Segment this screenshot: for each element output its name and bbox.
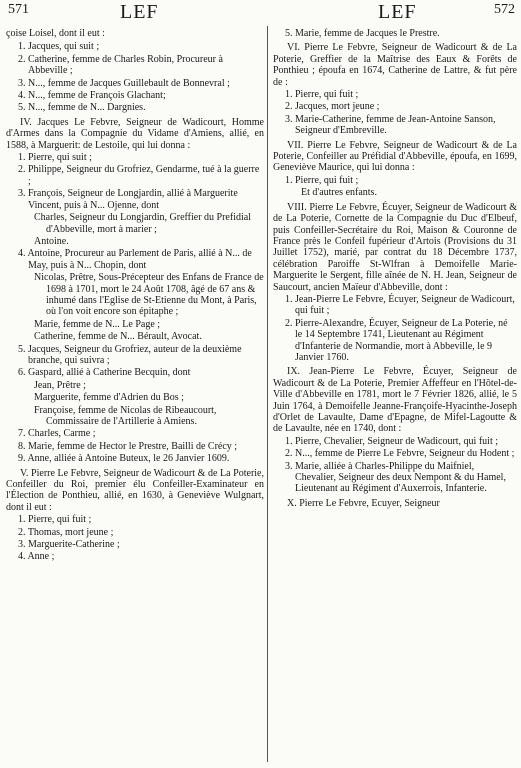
- child-entry: 6. Gaspard, allié à Catherine Becquin, dont: [18, 367, 191, 379]
- text-paragraph: çoise Loisel, dont il eut :: [6, 28, 105, 39]
- child-entry: 2. N..., femme de Pierre Le Febvre, Seigneur du Hodent ;: [285, 448, 515, 460]
- child-entry: 4. Antoine, Procureur au Parlement de Paris, allié à N... de May, puis à N... Chopin, dont: [18, 248, 252, 271]
- child-entry: 2. Philippe, Seigneur du Grofriez, Gendarme, tué à la guerre ;: [18, 164, 260, 187]
- child-entry: Nicolas, Prêtre, Sous-Précepteur des Enfans de France de 1698 à 1701, mort le 24 Août 1708, âgé de 67 ans & inhumé dans l'Eglise de St-Etienne du Mont, à Paris, où l'on voit encore son épitaphe ;: [34, 272, 264, 318]
- child-entry: 3. N..., femme de Jacques Guillebault de Bonnevral ;: [18, 77, 230, 89]
- child-entry: 2. Thomas, mort jeune ;: [18, 526, 114, 538]
- child-entry: Antoine.: [34, 235, 69, 247]
- child-entry: 1. Pierre, qui fuit ;: [18, 514, 92, 526]
- page-number-left: 571: [8, 2, 29, 17]
- child-entry: Françoise, femme de Nicolas de Ribeaucourt, Commissaire de l'Artillerie à Amiens.: [34, 404, 217, 427]
- generation-paragraph: V. Pierre Le Febvre, Seigneur de Wadicourt & de La Poterie, Confeiller du Roi, premier élu Confeiller-Examinateur en l'Élection de Ponthieu, allié, en 1630, à Geneviève Wulgnart, dont il eut :: [6, 467, 264, 513]
- generation-paragraph: IX. Jean-Pierre Le Febvre, Écuyer, Seigneur de Wadicourt & de La Poterie, Premier Affeffeur en l'Hôtel-de-Ville d'Abbeville en 1781, mort le 7 Février 1826, allié, le 5 Juin 1764, à Demoifelle Jeanne-Françoife-Hyacinthe-Joseph d'Orlet de Lavaulte, Dame d'Epagne, de Mifel-Lagoutte & de Lavaulte, née en 1740, dont :: [273, 366, 517, 435]
- child-entry: 1. Pierre, qui fuit ;: [285, 89, 359, 101]
- child-entry: 1. Jacques, qui suit ;: [18, 41, 100, 53]
- child-entry: Marie, femme de N... Le Page ;: [34, 318, 161, 330]
- child-entry: Et d'autres enfants.: [301, 187, 377, 199]
- child-entry: 1. Jean-Pierre Le Febvre, Écuyer, Seigneur de Wadicourt, qui fuit ;: [285, 293, 515, 317]
- child-entry: 3. Marie, alliée à Charles-Philippe du Maifniel, Chevalier, Seigneur des deux Nempont & du Hamel, Lieutenant au Régiment d'Auxerrois, Infanterie.: [285, 460, 506, 495]
- page-number-right: 572: [494, 2, 515, 17]
- child-entry: 1. Pierre, qui suit ;: [18, 152, 92, 164]
- child-entry: 2. Pierre-Alexandre, Écuyer, Seigneur de La Poterie, né le 14 Septembre 1741, Lieutenant au Régiment d'Infanterie de Normandie, mort à Abbeville, le 9 Janvier 1760.: [285, 317, 508, 363]
- child-entry: Marguerite, femme d'Adrien du Bos ;: [34, 392, 184, 404]
- child-entry: Catherine, femme de N... Bérault, Avocat.: [34, 331, 202, 343]
- child-entry: 9. Anne, alliée à Antoine Buteux, le 26 Janvier 1609.: [18, 453, 230, 465]
- child-entry: 3. Marie-Catherine, femme de Jean-Antoine Sanson, Seigneur d'Embreville.: [285, 113, 496, 137]
- child-entry: 2. Jacques, mort jeune ;: [285, 101, 380, 113]
- left-column: [6, 28, 264, 564]
- child-entry: 1. Pierre, qui fuit ;: [285, 174, 359, 186]
- generation-paragraph: VIII. Pierre Le Febvre, Écuyer, Seigneur de Wadicourt & de La Poterie, Cornette de la Compagnie du Duc d'Elbeuf, puis Confeiller-Secrétaire du Roi, Maison & Couronne de France près le Confeil fupérieur d'Artois (Provisions du 31 Juillet 1752), marié, par contrat du 18 Décembre 1737, célébration Paroiffe St-Wlfran à Demoifelle Marie-Marguerite le Sergent, fille aînée de N. H. Jean, Seigneur de Saucourt, ancien Maïeur d'Abbeville, dont :: [273, 201, 517, 293]
- right-column: [273, 28, 517, 510]
- generation-paragraph: IV. Jacques Le Febvre, Seigneur de Wadicourt, Homme d'Armes dans la Compagnie du Vidame d'Amiens, allié, en 1588, à Marguerit: de Lestoile, qui lui donna :: [6, 116, 264, 151]
- running-header-left: LEF: [120, 1, 159, 23]
- child-entry: 3. Marguerite-Catherine ;: [18, 539, 120, 551]
- child-entry: 2. Catherine, femme de Charles Robin, Procureur à Abbeville ;: [18, 53, 223, 77]
- column-divider: [267, 26, 268, 762]
- generation-paragraph: X. Pierre Le Febvre, Ecuyer, Seigneur: [287, 497, 440, 509]
- child-entry: 5. Marie, femme de Jacques le Prestre.: [285, 28, 440, 39]
- child-entry: 1. Pierre, Chevalier, Seigneur de Wadicourt, qui fuit ;: [285, 435, 498, 447]
- child-entry: 5. Jacques, Seigneur du Grofriez, auteur de la deuxième branche, qui suivra ;: [18, 343, 242, 366]
- generation-paragraph: VI. Pierre Le Febvre, Seigneur de Wadicourt & de La Poterie, Greffier de la Maîtrise des Eaux & Forêts de Ponthieu ; époufa en 1674, Catherine de Lattre, & fut père de :: [273, 42, 517, 88]
- running-header-right: LEF: [378, 1, 417, 23]
- generation-paragraph: VII. Pierre Le Febvre, Seigneur de Wadicourt & de La Poterie, Confeiller au Préfidial d'Abbeville, époufa, en 1699, Geneviève Maurice, qui lui donna :: [273, 139, 517, 174]
- child-entry: Charles, Seigneur du Longjardin, Greffier du Prefidial d'Abbeville, mort à marier ;: [34, 212, 251, 235]
- child-entry: 4. Anne ;: [18, 551, 55, 563]
- child-entry: 3. François, Seigneur de Longjardin, allié à Marguerite Vincent, puis à N... Ojenne, dont: [18, 188, 238, 211]
- child-entry: 8. Marie, femme de Hector le Prestre, Bailli de Crécy ;: [18, 440, 238, 452]
- child-entry: 7. Charles, Carme ;: [18, 428, 96, 440]
- child-entry: Jean, Prêtre ;: [34, 379, 86, 391]
- child-entry: 5. N..., femme de N... Dargnies.: [18, 102, 146, 114]
- child-entry: 4. N..., femme de François Glachant;: [18, 90, 166, 102]
